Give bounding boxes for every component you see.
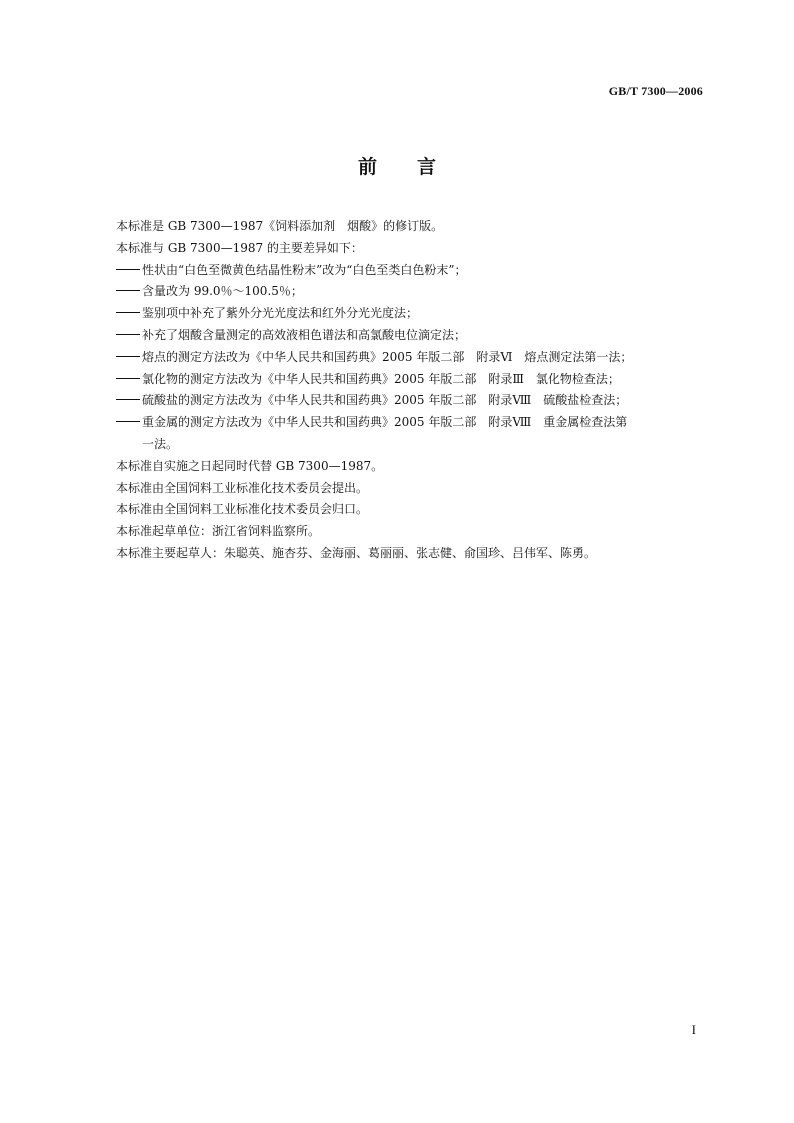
change-item-text: 补充了烟酸含量测定的高效液相色谱法和高氯酸电位滴定法； xyxy=(142,327,467,342)
paragraph-administered-by: 本标准由全国饲料工业标准化技术委员会归口。 xyxy=(116,502,369,517)
change-item xyxy=(116,325,706,347)
dash-marker xyxy=(116,325,142,347)
foreword-body xyxy=(116,216,706,565)
paragraph-proposed-by: 本标准由全国饲料工业标准化技术委员会提出。 xyxy=(116,480,369,495)
change-item-text: 鉴别项中补充了紫外分光光度法和红外分光光度法； xyxy=(142,306,419,321)
title-char-1: 前 xyxy=(357,156,377,178)
change-item-continuation: 一法。 xyxy=(142,436,179,451)
change-item xyxy=(116,369,706,391)
change-item-text: 氯化物的测定方法改为《中华人民共和国药典》2005 年版二部 附录Ⅲ 氯化物检查法； xyxy=(142,371,620,386)
change-item-text: 重金属的测定方法改为《中华人民共和国药典》2005 年版二部 附录Ⅷ 重金属检查法第 xyxy=(142,415,628,430)
title-char-2: 言 xyxy=(417,156,437,178)
change-item-text: 熔点的测定方法改为《中华人民共和国药典》2005 年版二部 附录Ⅵ 熔点测定法第一法； xyxy=(142,349,633,364)
paragraph-supersedes: 本标准自实施之日起同时代替 GB 7300—1987。 xyxy=(116,458,384,473)
change-item xyxy=(116,412,706,434)
change-item-text: 性状由“白色至微黄色结晶性粉末”改为“白色至类白色粉末”； xyxy=(142,262,467,277)
change-item-text: 含量改为 99.0％～100.5％； xyxy=(142,284,303,299)
change-item xyxy=(116,347,706,369)
dash-marker xyxy=(116,260,142,282)
change-item xyxy=(116,260,706,282)
standard-code: GB/T 7300—2006 xyxy=(608,84,703,98)
dash-marker xyxy=(116,347,142,369)
paragraph-drafters: 本标准主要起草人：朱聪英、施杏芬、金海丽、葛丽丽、张志健、俞国珍、吕伟军、陈勇。 xyxy=(116,545,597,560)
change-item xyxy=(116,390,706,412)
page-title xyxy=(0,152,794,179)
change-item-text: 硫酸盐的测定方法改为《中华人民共和国药典》2005 年版二部 附录Ⅷ 硫酸盐检查法； xyxy=(142,393,628,408)
dash-marker xyxy=(116,303,142,325)
dash-marker xyxy=(116,390,142,412)
dash-marker xyxy=(116,281,142,303)
dash-marker xyxy=(116,412,142,434)
page-number: I xyxy=(691,1022,696,1037)
change-item xyxy=(116,281,706,303)
paragraph-drafting-unit: 本标准起草单位：浙江省饲料监察所。 xyxy=(116,524,321,539)
paragraph-revision-note: 本标准是 GB 7300—1987《饲料添加剂 烟酸》的修订版。 xyxy=(116,219,444,233)
change-item xyxy=(116,303,706,325)
paragraph-differences-intro: 本标准与 GB 7300—1987 的主要差异如下： xyxy=(116,240,363,255)
dash-marker xyxy=(116,369,142,391)
